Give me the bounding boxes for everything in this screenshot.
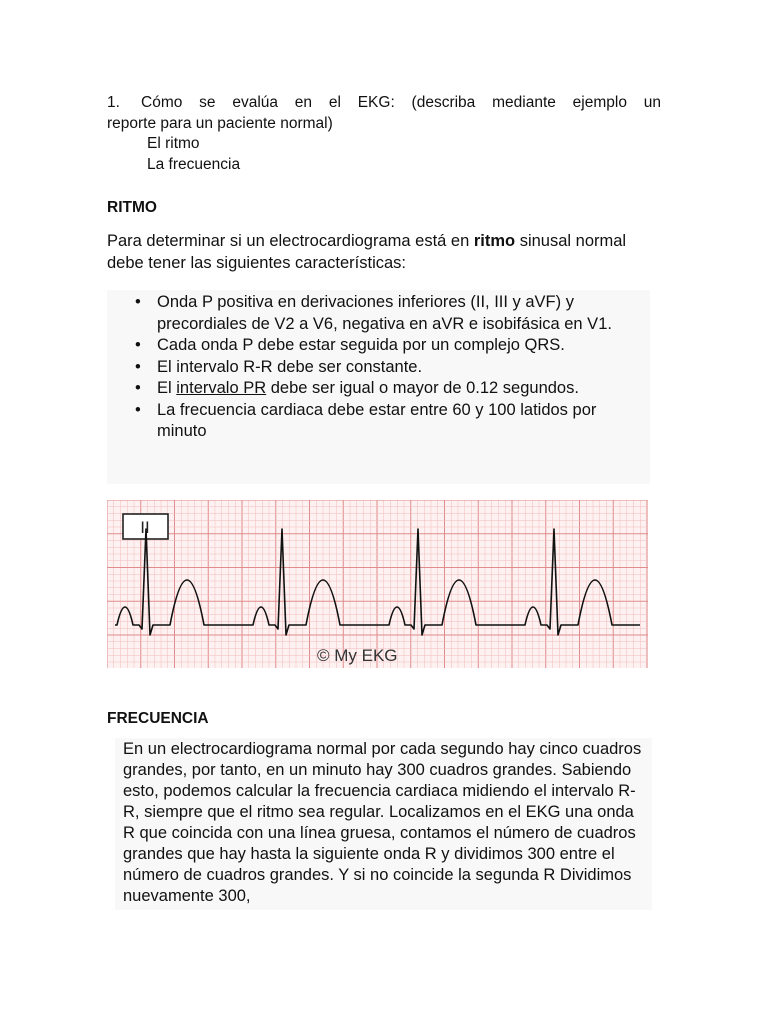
frecuencia-text: En un electrocardiograma normal por cada segundo hay cinco cuadros grandes, por tanto, en un minuto hay 300 cuadros grandes. Sabiendo esto, podemos calcular la frecuencia cardiaca midiendo el intervalo R-R, siempre que el ritmo sea regular. Localizamos en el EKG una onda R que coincida con una línea gruesa, contamos el número de cuadros grandes que hay hasta la siguiente onda R y dividimos 300 entre el número de cuadros grandes. Y si no coincide la segunda R Dividimos nuevamente 300,	[123, 740, 642, 905]
question-text-2: reporte para un paciente normal)	[107, 114, 333, 132]
bullet-icon: •	[135, 400, 141, 419]
criteria-item	[129, 292, 634, 335]
bullet-icon: •	[135, 336, 141, 354]
sub-item-frecuencia: La frecuencia	[147, 155, 241, 173]
frecuencia-box	[115, 738, 652, 910]
lead-label: II	[140, 518, 150, 537]
criteria-box	[107, 290, 650, 484]
question-number: 1.	[107, 94, 120, 111]
criteria-text: Cada onda P debe estar seguida por un complejo QRS.	[157, 336, 565, 354]
ritmo-intro	[107, 230, 667, 274]
criteria-list	[129, 292, 634, 443]
sub-item-ritmo: El ritmo	[147, 135, 200, 152]
ritmo-heading: RITMO	[107, 199, 157, 216]
intervalo-pr-link[interactable]: intervalo PR	[176, 379, 267, 397]
intro-text-end: sinusal normal debe tener las siguientes características:	[107, 232, 627, 272]
criteria-text: El intervalo R-R debe ser constante.	[157, 357, 423, 376]
ekg-copyright: © My EKG	[317, 646, 398, 665]
criteria-text-start: El	[157, 379, 177, 397]
criteria-item	[129, 357, 634, 379]
question-block	[107, 93, 661, 175]
question-line-1	[107, 93, 661, 114]
bullet-icon: •	[135, 293, 141, 311]
criteria-item	[129, 335, 634, 357]
bullet-icon: •	[135, 357, 141, 376]
criteria-text: Onda P positiva en derivaciones inferiores (II, III y aVF) y precordiales de V2 a V6, negativa en aVR e isobifásica en V1.	[157, 293, 612, 333]
intro-text-start: Para determinar si un electrocardiograma está en	[107, 232, 474, 250]
ekg-strip	[107, 500, 648, 668]
bullet-icon: •	[135, 379, 141, 397]
criteria-item	[129, 400, 634, 443]
criteria-text: La frecuencia cardiaca debe estar entre 60 y 100 latidos por minuto	[157, 400, 597, 440]
criteria-text-end: debe ser igual o mayor de 0.12 segundos.	[266, 379, 579, 397]
frecuencia-heading: FRECUENCIA	[107, 710, 209, 727]
criteria-item	[129, 378, 634, 400]
intro-bold-word: ritmo	[473, 232, 516, 250]
question-text-1: Cómo se evalúa en el EKG: (describa mediante ejemplo un	[141, 94, 661, 111]
